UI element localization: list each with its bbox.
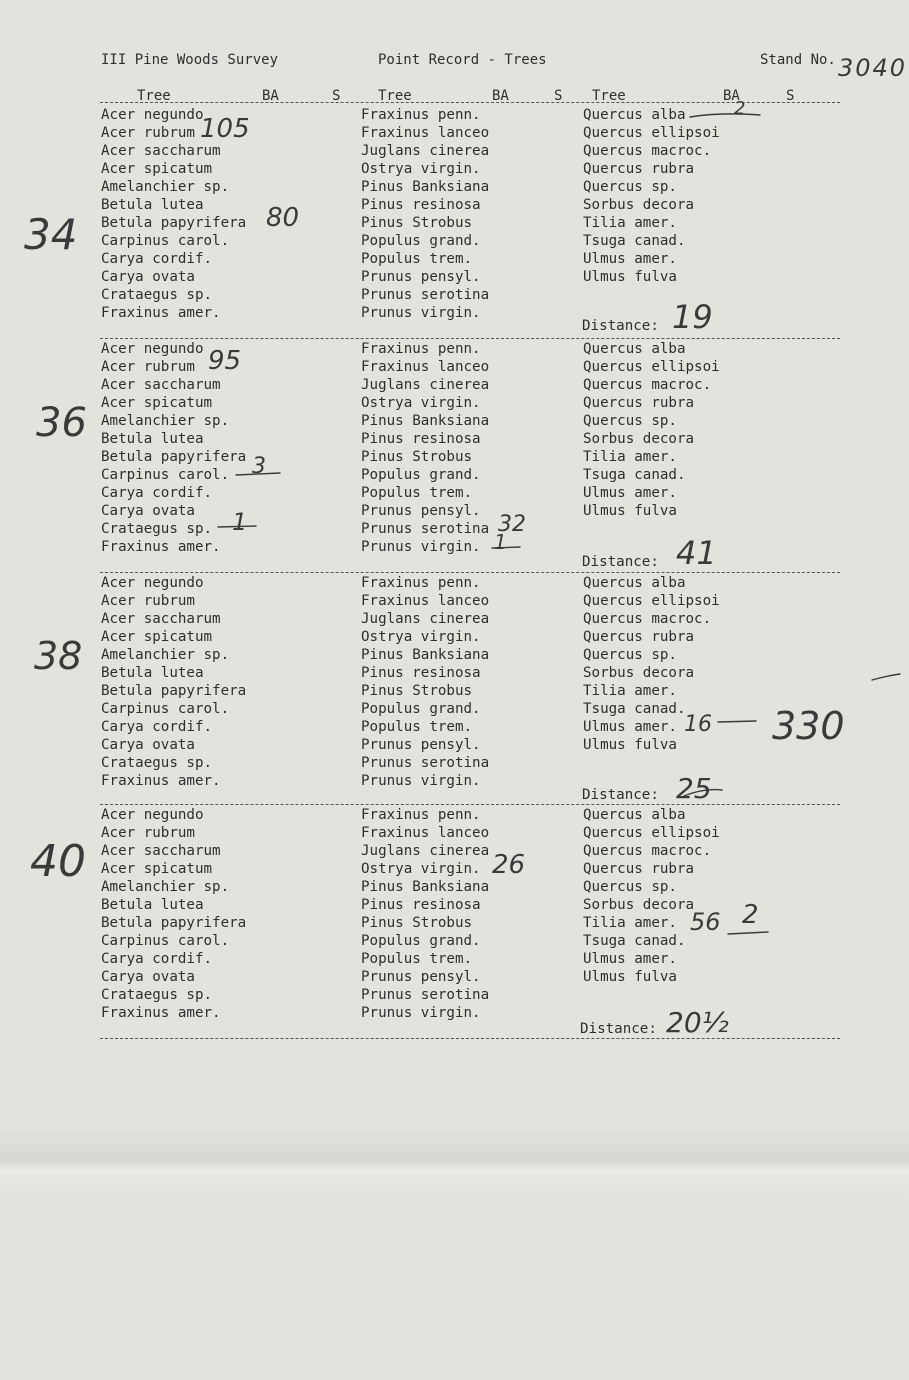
species-col1-item: Amelanchier sp.	[101, 647, 230, 663]
species-col2-item: Pinus Strobus	[361, 449, 473, 465]
species-col1-item: Acer saccharum	[101, 377, 221, 393]
species-col2-item: Juglans cinerea	[361, 843, 490, 859]
species-col2-item: Fraxinus penn.	[361, 807, 481, 823]
species-col2-item: Fraxinus lanceo	[361, 593, 490, 609]
species-col1-item: Carpinus carol.	[101, 467, 230, 483]
distance-label: Distance:	[580, 1021, 657, 1037]
distance-value: 25	[676, 772, 712, 805]
species-col2-item: Fraxinus penn.	[361, 107, 481, 123]
species-col1-item: Fraxinus amer.	[101, 539, 221, 555]
survey-title: III Pine Woods Survey	[101, 52, 279, 68]
species-col1-item: Crataegus sp.	[101, 755, 213, 771]
species-col1-item: Carpinus carol.	[101, 701, 230, 717]
species-col1-item: Amelanchier sp.	[101, 879, 230, 895]
species-col3-item: Quercus macroc.	[583, 843, 712, 859]
species-col2-item: Pinus Banksiana	[361, 879, 490, 895]
species-col3-item: Ulmus amer.	[583, 251, 677, 267]
species-col2-item: Pinus resinosa	[361, 431, 481, 447]
species-col1-item: Acer rubrum	[101, 593, 195, 609]
tally-stroke	[492, 547, 520, 548]
species-col1-item: Carpinus carol.	[101, 233, 230, 249]
species-col3-item: Tilia amer.	[583, 215, 677, 231]
species-col3-item: Quercus sp.	[583, 647, 677, 663]
species-col2-item: Prunus virgin.	[361, 539, 481, 555]
species-col3-item: Ulmus fulva	[583, 969, 677, 985]
species-col2-item: Prunus virgin.	[361, 305, 481, 321]
species-col2-item: Ostrya virgin.	[361, 629, 481, 645]
species-col2-item: Prunus virgin.	[361, 1005, 481, 1021]
species-col1-item: Amelanchier sp.	[101, 179, 230, 195]
species-col2-item: Prunus serotina	[361, 521, 490, 537]
species-col1-item: Acer negundo	[101, 341, 204, 357]
species-col2-item: Populus trem.	[361, 951, 473, 967]
species-col2-item: Populus grand.	[361, 933, 481, 949]
distance-label: Distance:	[582, 554, 659, 570]
species-col1-item: Fraxinus amer.	[101, 305, 221, 321]
species-col2-item: Populus trem.	[361, 485, 473, 501]
distance-value: 20½	[666, 1006, 729, 1039]
species-col3-item: Quercus rubra	[583, 629, 695, 645]
species-col1-item: Acer rubrum	[101, 359, 195, 375]
species-col1-item: Acer saccharum	[101, 843, 221, 859]
species-col1-item: Betula lutea	[101, 665, 204, 681]
species-col3-item: Quercus macroc.	[583, 611, 712, 627]
margin-note: 330	[772, 704, 845, 748]
col3-s-header: S	[786, 88, 795, 104]
tally-stroke	[236, 473, 280, 475]
col2-ba-header: BA	[492, 88, 509, 104]
species-col1-item: Betula lutea	[101, 197, 204, 213]
species-col3-item: Quercus alba	[583, 107, 686, 123]
species-col1-item: Acer rubrum	[101, 125, 195, 141]
species-col1-item: Carya ovata	[101, 503, 195, 519]
stand-number: 3040	[838, 54, 908, 82]
species-col1-item: Carya ovata	[101, 269, 195, 285]
species-col1-item: Acer negundo	[101, 807, 204, 823]
species-col3-item: Quercus ellipsoi	[583, 593, 720, 609]
record-title: Point Record - Trees	[378, 52, 547, 68]
species-col3-item: Quercus ellipsoi	[583, 359, 720, 375]
species-col3-item: Tilia amer.	[583, 683, 677, 699]
col2-tree-header: Tree	[378, 88, 412, 104]
species-col1-item: Acer spicatum	[101, 861, 213, 877]
species-col1-item: Carya cordif.	[101, 719, 213, 735]
point-number: 36	[36, 400, 87, 446]
species-col2-item: Fraxinus penn.	[361, 341, 481, 357]
s-entry: 2	[742, 900, 759, 930]
species-col3-item: Quercus sp.	[583, 179, 677, 195]
species-col2-item: Juglans cinerea	[361, 377, 490, 393]
species-col3-item: Tsuga canad.	[583, 233, 686, 249]
species-col2-item: Ostrya virgin.	[361, 161, 481, 177]
col3-ba-header: BA	[723, 88, 740, 104]
species-col1-item: Crataegus sp.	[101, 987, 213, 1003]
stand-label: Stand No.	[760, 52, 836, 68]
species-col3-item: Quercus rubra	[583, 395, 695, 411]
species-col3-item: Tsuga canad.	[583, 467, 686, 483]
species-col2-item: Prunus pensyl.	[361, 737, 481, 753]
species-col3-item: Tilia amer.	[583, 915, 677, 931]
species-col3-item: Sorbus decora	[583, 431, 695, 447]
species-col2-item: Fraxinus lanceo	[361, 359, 490, 375]
tally-stroke	[728, 932, 768, 934]
species-col1-item: Fraxinus amer.	[101, 1005, 221, 1021]
species-col3-item: Sorbus decora	[583, 197, 695, 213]
species-col2-item: Fraxinus penn.	[361, 575, 481, 591]
ba-entry: 95	[208, 346, 242, 376]
species-col2-item: Prunus pensyl.	[361, 269, 481, 285]
species-col1-item: Acer saccharum	[101, 143, 221, 159]
species-col3-item: Quercus macroc.	[583, 377, 712, 393]
species-col3-item: Ulmus fulva	[583, 737, 677, 753]
species-col3-item: Quercus alba	[583, 341, 686, 357]
ba-entry: 16	[684, 712, 712, 737]
ba-entry: 56	[690, 908, 721, 936]
species-col3-item: Quercus rubra	[583, 161, 695, 177]
species-col2-item: Pinus resinosa	[361, 665, 481, 681]
species-col2-item: Prunus serotina	[361, 987, 490, 1003]
ba-entry: 1	[494, 530, 507, 554]
species-col1-item: Carya ovata	[101, 969, 195, 985]
species-col3-item: Quercus ellipsoi	[583, 125, 720, 141]
ba-entry: 80	[266, 203, 300, 233]
species-col1-item: Acer spicatum	[101, 395, 213, 411]
species-col2-item: Pinus Strobus	[361, 683, 473, 699]
species-col3-item: Quercus alba	[583, 575, 686, 591]
species-col3-item: Sorbus decora	[583, 897, 695, 913]
species-col2-item: Prunus serotina	[361, 755, 490, 771]
species-col2-item: Populus grand.	[361, 467, 481, 483]
species-col1-item: Carya cordif.	[101, 485, 213, 501]
species-col3-item: Quercus macroc.	[583, 143, 712, 159]
species-col1-item: Acer spicatum	[101, 629, 213, 645]
species-col3-item: Ulmus amer.	[583, 485, 677, 501]
species-col3-item: Quercus alba	[583, 807, 686, 823]
species-col2-item: Pinus Strobus	[361, 215, 473, 231]
point-number: 34	[24, 210, 78, 259]
distance-value: 19	[672, 298, 713, 336]
tally-stroke	[718, 721, 756, 722]
species-col2-item: Prunus serotina	[361, 287, 490, 303]
species-col3-item: Tilia amer.	[583, 449, 677, 465]
col1-ba-header: BA	[262, 88, 279, 104]
tally-stroke	[218, 526, 256, 527]
species-col1-item: Betula lutea	[101, 897, 204, 913]
ba-entry: 3	[252, 454, 266, 479]
species-col1-item: Crataegus sp.	[101, 287, 213, 303]
distance-label: Distance:	[582, 787, 659, 803]
ba-entry: 105	[200, 114, 250, 144]
species-col2-item: Ostrya virgin.	[361, 395, 481, 411]
species-col1-item: Acer negundo	[101, 107, 204, 123]
distance-label: Distance:	[582, 318, 659, 334]
species-col3-item: Ulmus fulva	[583, 269, 677, 285]
species-col2-item: Fraxinus lanceo	[361, 125, 490, 141]
species-col2-item: Prunus virgin.	[361, 773, 481, 789]
col1-tree-header: Tree	[137, 88, 171, 104]
species-col1-item: Carya cordif.	[101, 951, 213, 967]
ba-entry: 32	[498, 512, 526, 537]
species-col1-item: Amelanchier sp.	[101, 413, 230, 429]
species-col2-item: Pinus Strobus	[361, 915, 473, 931]
species-col1-item: Betula papyrifera	[101, 449, 247, 465]
species-col2-item: Populus trem.	[361, 719, 473, 735]
species-col3-item: Quercus sp.	[583, 879, 677, 895]
species-col3-item: Ulmus amer.	[583, 719, 677, 735]
species-col2-item: Juglans cinerea	[361, 611, 490, 627]
species-col3-item: Tsuga canad.	[583, 701, 686, 717]
species-col2-item: Pinus resinosa	[361, 197, 481, 213]
species-col1-item: Betula papyrifera	[101, 915, 247, 931]
species-col2-item: Ostrya virgin.	[361, 861, 481, 877]
point-number: 40	[30, 836, 86, 887]
species-col3-item: Ulmus amer.	[583, 951, 677, 967]
species-col1-item: Crataegus sp.	[101, 521, 213, 537]
tally-stroke	[690, 114, 760, 117]
species-col2-item: Populus grand.	[361, 233, 481, 249]
species-col3-item: Tsuga canad.	[583, 933, 686, 949]
species-col2-item: Pinus Banksiana	[361, 647, 490, 663]
species-col1-item: Betula papyrifera	[101, 683, 247, 699]
col1-s-header: S	[332, 88, 341, 104]
distance-value: 41	[676, 534, 717, 572]
col2-s-header: S	[554, 88, 563, 104]
species-col2-item: Pinus Banksiana	[361, 179, 490, 195]
point-number: 38	[34, 634, 83, 678]
tally-stroke	[872, 674, 900, 680]
species-col1-item: Betula papyrifera	[101, 215, 247, 231]
species-col2-item: Pinus Banksiana	[361, 413, 490, 429]
ba-entry: 1	[232, 508, 248, 536]
species-col3-item: Quercus rubra	[583, 861, 695, 877]
tally-stroke	[684, 790, 722, 796]
species-col2-item: Fraxinus lanceo	[361, 825, 490, 841]
species-col1-item: Carya ovata	[101, 737, 195, 753]
species-col1-item: Betula lutea	[101, 431, 204, 447]
col3-tree-header: Tree	[592, 88, 626, 104]
species-col2-item: Pinus resinosa	[361, 897, 481, 913]
species-col1-item: Acer negundo	[101, 575, 204, 591]
species-col1-item: Acer saccharum	[101, 611, 221, 627]
species-col3-item: Ulmus fulva	[583, 503, 677, 519]
species-col2-item: Prunus pensyl.	[361, 503, 481, 519]
species-col3-item: Quercus ellipsoi	[583, 825, 720, 841]
species-col2-item: Juglans cinerea	[361, 143, 490, 159]
species-col3-item: Quercus sp.	[583, 413, 677, 429]
species-col1-item: Fraxinus amer.	[101, 773, 221, 789]
species-col3-item: Sorbus decora	[583, 665, 695, 681]
species-col1-item: Acer rubrum	[101, 825, 195, 841]
ba-entry: 2	[734, 98, 746, 119]
species-col1-item: Carya cordif.	[101, 251, 213, 267]
species-col2-item: Populus grand.	[361, 701, 481, 717]
species-col1-item: Acer spicatum	[101, 161, 213, 177]
species-col1-item: Carpinus carol.	[101, 933, 230, 949]
ba-entry: 26	[492, 850, 526, 880]
species-col2-item: Prunus pensyl.	[361, 969, 481, 985]
species-col2-item: Populus trem.	[361, 251, 473, 267]
